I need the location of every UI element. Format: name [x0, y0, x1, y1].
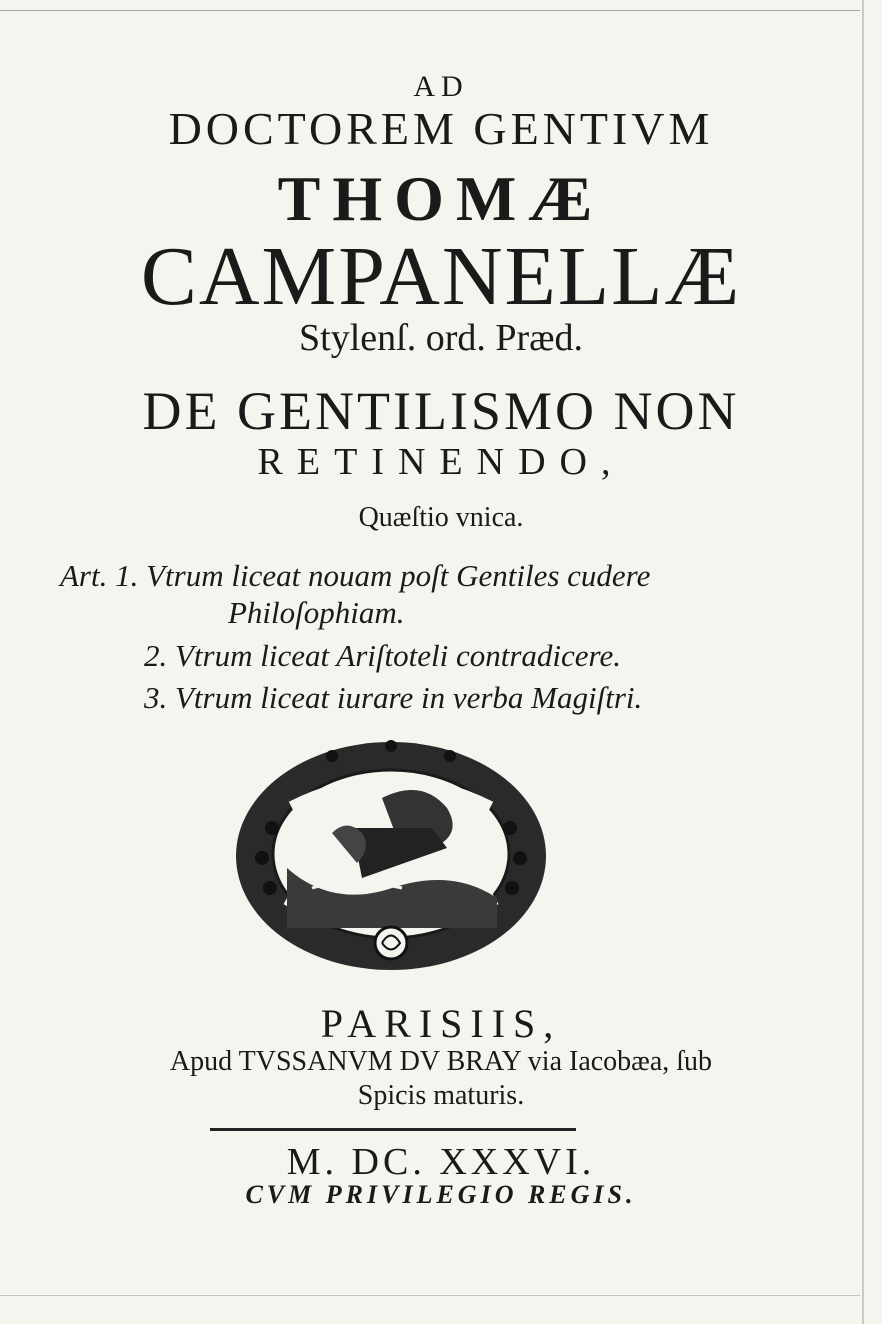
title-retinendo: RETINENDO, — [257, 441, 625, 483]
imprint-printer: Apud TVSSANVM DV BRAY via Iacobæa, ſub — [169, 1046, 713, 1077]
imprint-city: PARISIIS, — [320, 1001, 562, 1046]
article-1-cont: Philoſophiam. — [228, 595, 405, 630]
page-edge-top — [0, 10, 860, 11]
imprint-sign: Spicis maturis. — [357, 1080, 525, 1111]
title-de-gentilismo: DE GENTILISMO NON — [142, 381, 740, 441]
page-edge-bottom — [0, 1295, 860, 1296]
imprint-rule — [210, 1128, 576, 1131]
article-3: 3. Vtrum liceat iurare in verba Magiſtri. — [144, 680, 643, 715]
quaestio-line: Quæſtio vnica. — [358, 502, 524, 533]
title-thomae: THOMÆ — [277, 163, 605, 234]
author-order: Stylenſ. ord. Præd. — [299, 317, 583, 359]
imprint-year: M. DC. XXXVI. — [286, 1141, 596, 1183]
title-doctorem: DOCTOREM GENTIVM — [168, 103, 714, 154]
article-2: 2. Vtrum liceat Ariſtoteli contradicere. — [144, 638, 621, 673]
imprint-privilege: CVM PRIVILEGIO REGIS. — [245, 1180, 637, 1209]
article-1: Art. 1. Vtrum liceat nouam poſt Gentiles cudere — [60, 558, 651, 593]
title-campanellae: CAMPANELLÆ — [140, 230, 742, 323]
title-ad: AD — [413, 70, 469, 103]
printers-device-wreath-icon — [232, 738, 550, 976]
